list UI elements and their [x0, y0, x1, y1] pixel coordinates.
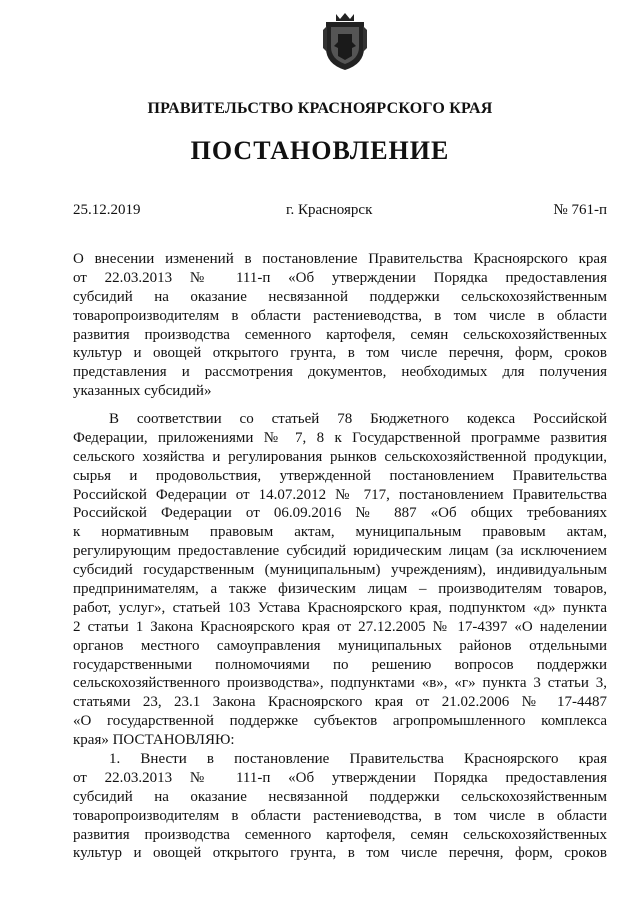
coat-of-arms-emblem [322, 12, 368, 72]
body-line: «О государственной поддержке субъектов агропромышленного комплекса [73, 713, 607, 730]
body-line: 2 статьи 1 Закона Красноярского края от 27.12.2005 № 17-4397 «О наделении [73, 618, 607, 635]
document-body [73, 410, 607, 863]
body-line: Российской Федерации от 14.07.2012 № 717, постановлением Правительства [73, 486, 607, 503]
body-line: края» ПОСТАНОВЛЯЮ: [73, 732, 235, 749]
subject-line: субсидий на оказание несвязанной поддержки сельскохозяйственным [73, 288, 607, 305]
document-city: г. Красноярск [286, 202, 373, 218]
body-line: Федерации, приложениями № 7, 8 к Государственной программе развития [73, 429, 607, 446]
body-line: Российской Федерации от 06.09.2016 № 887 «Об общих требованиях [73, 505, 607, 522]
body-line: развития производства семенного картофеля, семян сельскохозяйственных [73, 826, 607, 843]
body-line: В соответствии со статьей 78 Бюджетного кодекса Российской [109, 411, 607, 427]
body-line: культур и овощей открытого грунта, в том числе перечня, форм, сроков [73, 845, 607, 862]
body-line: статьями 23, 23.1 Закона Красноярского края от 21.02.2006 № 17-4487 [73, 694, 607, 711]
government-name: ПРАВИТЕЛЬСТВО КРАСНОЯРСКОГО КРАЯ [147, 100, 493, 117]
body-line: органов местного самоуправления муниципальных районов отдельными [73, 637, 607, 654]
subject-line: указанных субсидий» [73, 383, 212, 400]
body-line: к нормативным правовым актам, муниципальным правовым актам, [73, 524, 607, 541]
body-line: регулирующим предоставление субсидий юридическим лицам (за исключением [73, 543, 607, 560]
document-number: № 761-п [553, 202, 607, 218]
body-line: работ, услуг», статьей 103 Устава Красноярского края, подпунктом «д» пункта [73, 599, 607, 616]
body-line: государственными полномочиями по решению вопросов поддержки [73, 656, 607, 673]
subject-line: культур и овощей открытого грунта, в том числе перечня, форм, сроков [73, 345, 607, 362]
subject-line: товаропроизводителям в области растениеводства, в том числе в области [73, 307, 607, 324]
body-line: субсидий на оказание несвязанной поддержки сельскохозяйственным [73, 788, 607, 805]
body-line: 1. Внести в постановление Правительства Красноярского края [109, 751, 607, 768]
subject-line: развития производства семенного картофеля, семян сельскохозяйственных [73, 326, 607, 343]
body-line: сельскохозяйственного производства», подпунктами «в», «г» пункта 3 статьи 3, [73, 675, 607, 692]
body-line: предпринимателям, а также физическим лицам – производителям товаров, [73, 581, 607, 598]
body-line: сельского хозяйства и регулирования рынков сельскохозяйственной продукции, [73, 448, 607, 465]
subject-line: О внесении изменений в постановление Правительства Красноярского края [73, 251, 607, 267]
document-subject [73, 250, 607, 401]
body-line: сырья и продовольствия, утвержденной постановлением Правительства [73, 467, 607, 484]
subject-line: от 22.03.2013 № 111-п «Об утверждении Порядка предоставления [73, 269, 607, 286]
document-date: 25.12.2019 [73, 202, 141, 218]
body-line: субсидий государственным (муниципальным) учреждениям), индивидуальным [73, 562, 607, 579]
subject-line: представления и рассмотрения документов, необходимых для получения [73, 364, 607, 381]
body-line: товаропроизводителям в области растениеводства, в том числе в области [73, 807, 607, 824]
body-line: от 22.03.2013 № 111-п «Об утверждении Порядка предоставления [73, 769, 607, 786]
document-type-title: ПОСТАНОВЛЕНИЕ [190, 136, 450, 165]
